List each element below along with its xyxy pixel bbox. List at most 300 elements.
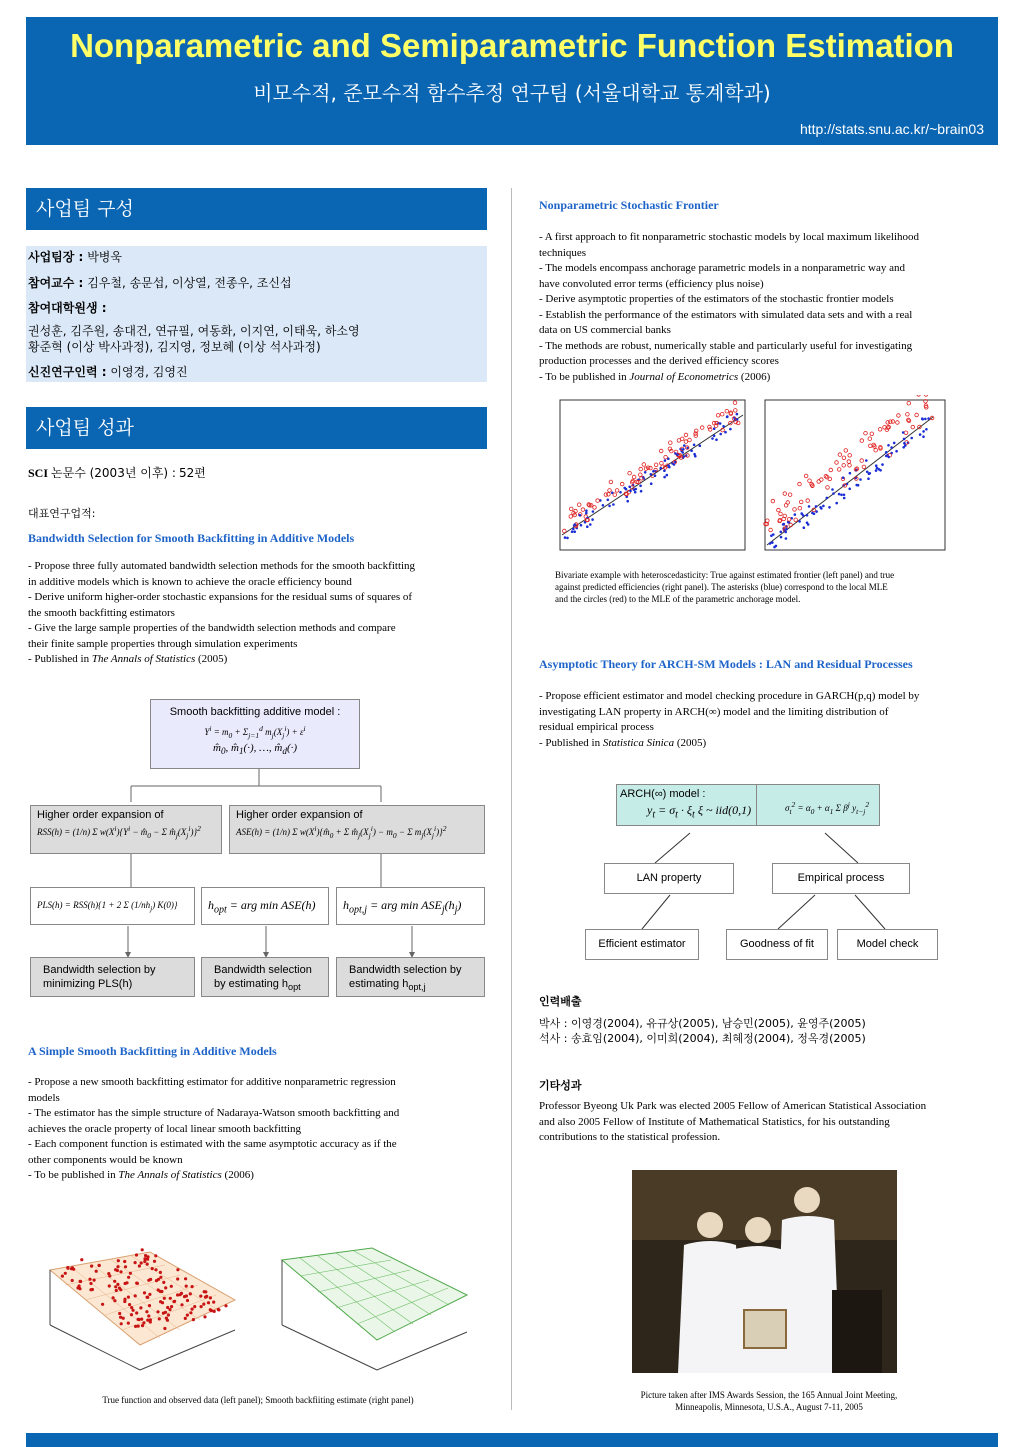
local-mle-point xyxy=(681,451,684,454)
paper2-body: - Propose a new smooth backfitting estimator for additive nonparametric regression models - The estimator has the simple structure of Nadaraya-Watson smooth backfitting and achieves the oracle property of local linear smooth backfitting - Each component function is estimated with the same asymptotic accuracy as if the other components would be known - To be published in The Annals of Statistics (2006) xyxy=(28,1076,400,1181)
observed-data-point xyxy=(115,1289,118,1292)
observed-data-point xyxy=(212,1301,215,1304)
ase-expansion-box: Higher order expansion of ASE(h) = (1/n) Σ $w(X^i)\{m̂_0 + \Sigma$ $m̂_j(X_j^i) - m_0 - \Sigma$ $m_j(X_j^i)\}^2$ xyxy=(229,805,485,854)
paper1-title: Bandwidth Selection for Smooth Backfitting in Additive Models xyxy=(28,531,355,545)
hopt-formula: $h_{opt}$ = arg min ASE(h) xyxy=(208,898,316,916)
local-mle-point xyxy=(803,526,806,529)
observed-data-point xyxy=(124,1265,127,1268)
observed-data-point xyxy=(135,1311,138,1314)
local-mle-point xyxy=(722,425,725,428)
observed-data-point xyxy=(186,1299,189,1302)
observed-data-point xyxy=(176,1268,179,1271)
observed-data-point xyxy=(170,1285,173,1288)
observed-data-point xyxy=(119,1270,122,1273)
local-mle-point xyxy=(828,506,831,509)
observed-data-point xyxy=(71,1279,74,1282)
observed-data-point xyxy=(200,1305,203,1308)
local-mle-point xyxy=(875,464,878,467)
local-mle-point xyxy=(806,514,809,517)
variance-formula: $\sigma_t^2 = \alpha_0 + \alpha_1$ Σ $\beta^j$ $y_{t-j}^2$ xyxy=(785,800,870,816)
local-mle-point xyxy=(663,476,666,479)
observed-data-point xyxy=(134,1325,137,1328)
sci-count: SCI 논문수 (2003년 이후) : 52편 xyxy=(28,466,206,480)
observed-data-point xyxy=(79,1280,82,1283)
local-mle-point xyxy=(676,453,679,456)
local-mle-point xyxy=(589,523,592,526)
observed-data-point xyxy=(140,1261,143,1264)
observed-data-point xyxy=(89,1288,92,1291)
observed-data-point xyxy=(217,1308,220,1311)
paper3-title: Nonparametric Stochastic Frontier xyxy=(539,198,719,212)
observed-data-point xyxy=(153,1260,156,1263)
observed-data-point xyxy=(101,1303,104,1306)
observed-data-point xyxy=(170,1305,173,1308)
website-url[interactable]: http://stats.snu.ac.kr/~brain03 xyxy=(799,121,984,137)
local-mle-point xyxy=(564,536,567,539)
observed-data-point xyxy=(163,1327,166,1330)
local-mle-point xyxy=(921,417,924,420)
bandwidth-hoptj-box: Bandwidth selection by estimating $h_{opt,j}$ xyxy=(336,957,485,997)
local-mle-point xyxy=(602,504,605,507)
local-mle-point xyxy=(785,528,788,531)
local-mle-point xyxy=(832,492,835,495)
local-mle-point xyxy=(771,541,774,544)
observed-data-point xyxy=(143,1291,146,1294)
observed-data-point xyxy=(129,1272,132,1275)
smooth-backfitting-estimate-surface-plot xyxy=(262,1240,482,1380)
footer-bar xyxy=(26,1433,998,1447)
observed-data-point xyxy=(148,1304,151,1307)
local-mle-point xyxy=(838,493,841,496)
local-mle-point xyxy=(919,433,922,436)
observed-data-point xyxy=(89,1282,92,1285)
paper3-body: - A first approach to fit nonparametric stochastic models by local maximum likelihood techniques - The models encompass anchorage parametric models in a nonparametric way and have convoluted error terms (efficiency plus noise) - Derive asymptotic properties of the estimators of the stochastic frontier models - Establish the performance of the estimators with simulated data sets and with a real data on US commercial banks - The methods are robust, numerically stable and particularly useful for investigating production processes and the derived efficiency scores - To be published in Journal of Econometrics (2006) xyxy=(539,231,920,383)
observed-data-point xyxy=(164,1311,167,1314)
observed-data-point xyxy=(159,1271,162,1274)
observed-data-point xyxy=(158,1317,161,1320)
smooth-backfitting-model-box: Smooth backfitting additive model : $Y^i = m_0 + \Sigma_{j=1}^d$ $m_j(X_j^i) + \varepsilon^i$ $m̂_0$, $m̂_1(\cdot)$, …, $m̂_d(\cdot)$ xyxy=(150,699,360,769)
local-mle-point xyxy=(831,488,834,491)
local-mle-point xyxy=(820,507,823,510)
local-mle-point xyxy=(775,545,778,548)
local-mle-point xyxy=(903,442,906,445)
observed-data-point xyxy=(127,1322,130,1325)
observed-data-point xyxy=(169,1297,172,1300)
local-mle-point xyxy=(673,463,676,466)
grads-heading: 인력배출 xyxy=(539,995,582,1008)
arch-formula: $y_t = \sigma_t \cdot \xi_t$ ξ ~ iid(0,1) xyxy=(647,803,752,821)
poster-subtitle: 비모수적, 준모수적 함수추정 연구팀 (서울대학교 통계학과) xyxy=(253,81,771,105)
local-mle-point xyxy=(713,427,716,430)
observed-data-point xyxy=(80,1258,83,1261)
local-mle-point xyxy=(875,469,878,472)
observed-data-point xyxy=(125,1281,128,1284)
observed-data-point xyxy=(163,1297,166,1300)
local-mle-point xyxy=(895,450,898,453)
observed-data-point xyxy=(180,1292,183,1295)
team-heading: 사업팀 구성 xyxy=(26,188,487,230)
observed-data-point xyxy=(66,1266,69,1269)
observed-data-point xyxy=(132,1309,135,1312)
local-mle-point xyxy=(843,497,846,500)
observed-data-point xyxy=(70,1267,73,1270)
local-mle-point xyxy=(785,537,788,540)
observed-data-point xyxy=(168,1308,171,1311)
local-mle-point xyxy=(690,449,693,452)
local-mle-point xyxy=(682,448,685,451)
local-mle-point xyxy=(650,482,653,485)
lan-property-box: LAN property xyxy=(604,863,734,894)
observed-data-point xyxy=(209,1296,212,1299)
hoptj-formula-box xyxy=(336,887,485,925)
new-researchers-row: 신진연구인력 : 이영경, 김영진 xyxy=(28,365,188,379)
observed-data-point xyxy=(136,1282,139,1285)
local-mle-point xyxy=(925,428,928,431)
observed-data-point xyxy=(154,1268,157,1271)
poster-header xyxy=(26,17,998,145)
local-mle-point xyxy=(608,505,611,508)
observed-data-point xyxy=(113,1280,116,1283)
observed-data-point xyxy=(191,1308,194,1311)
local-mle-point xyxy=(798,520,801,523)
observed-data-point xyxy=(180,1303,183,1306)
local-mle-point xyxy=(654,474,657,477)
local-mle-point xyxy=(693,453,696,456)
observed-data-point xyxy=(154,1254,157,1257)
local-mle-point xyxy=(736,413,739,416)
observed-data-point xyxy=(78,1287,81,1290)
local-mle-point xyxy=(663,469,666,472)
local-mle-point xyxy=(644,471,647,474)
rss-expansion-box: Higher order expansion of RSS(h) = (1/n) Σ $w(X^i)\{Y^i$ − $m̂_0 - \Sigma$ $m̂_j(X_j^i)\}^2$ xyxy=(30,805,222,854)
local-mle-point xyxy=(780,536,783,539)
observed-data-point xyxy=(202,1303,205,1306)
observed-data-point xyxy=(134,1294,137,1297)
local-mle-point xyxy=(693,444,696,447)
local-mle-point xyxy=(619,491,622,494)
observed-data-point xyxy=(116,1283,119,1286)
observed-data-point xyxy=(130,1313,133,1316)
observed-data-point xyxy=(90,1265,93,1268)
local-mle-point xyxy=(659,467,662,470)
observed-data-point xyxy=(137,1318,140,1321)
local-mle-point xyxy=(769,542,772,545)
local-mle-point xyxy=(890,446,893,449)
grads-list: 박사 : 이영경(2004), 유규상(2005), 남승민(2005), 윤영주(2005) 석사 : 송효임(2004), 이미희(2004), 최혜정(2004), 정옥경(2005) xyxy=(539,1017,866,1045)
local-mle-point xyxy=(573,523,576,526)
observed-data-point xyxy=(112,1296,115,1299)
paper3-figure-caption: Bivariate example with heteroscedasticity: True against estimated frontier (left panel) and true against predicted efficiencies (right panel). The asterisks (blue) correspond to the local MLE and the circles (red) to the MLE of the parametric anchorage model. xyxy=(555,570,895,604)
observed-data-point xyxy=(203,1315,206,1318)
local-mle-point xyxy=(784,531,787,534)
local-mle-point xyxy=(664,459,667,462)
hopt-formula-box xyxy=(201,887,329,925)
paper2-figure-caption: True function and observed data (left panel); Smooth backfiiting estimate (right panel) xyxy=(102,1395,414,1405)
observed-data-point xyxy=(207,1301,210,1304)
observed-data-point xyxy=(116,1265,119,1268)
students-line2: 황준혁 (이상 박사과정), 김지영, 정보혜 (이상 석사과정) xyxy=(28,340,321,354)
local-mle-point xyxy=(867,477,870,480)
local-mle-point xyxy=(802,514,805,517)
local-mle-point xyxy=(859,478,862,481)
right-efficiency-panel xyxy=(765,400,945,550)
observed-data-point xyxy=(130,1306,133,1309)
observed-data-point xyxy=(184,1317,187,1320)
local-mle-point xyxy=(572,528,575,531)
observed-data-point xyxy=(149,1320,152,1323)
efficient-estimator-box: Efficient estimator xyxy=(585,929,699,960)
local-mle-point xyxy=(580,524,583,527)
local-mle-point xyxy=(865,459,868,462)
observed-data-point xyxy=(127,1296,130,1299)
observed-data-point xyxy=(61,1275,64,1278)
local-mle-point xyxy=(571,530,574,533)
observed-data-point xyxy=(176,1293,179,1296)
observed-data-point xyxy=(151,1267,154,1270)
empirical-process-box: Empirical process xyxy=(772,863,910,894)
parametric-mle-point xyxy=(924,395,928,396)
local-mle-point xyxy=(719,422,722,425)
local-mle-point xyxy=(772,533,775,536)
goodness-of-fit-box: Goodness of fit xyxy=(726,929,828,960)
local-mle-point xyxy=(566,537,569,540)
local-mle-point xyxy=(683,444,686,447)
observed-data-point xyxy=(147,1314,150,1317)
local-mle-point xyxy=(591,518,594,521)
observed-data-point xyxy=(167,1313,170,1316)
observed-data-point xyxy=(118,1312,121,1315)
observed-data-point xyxy=(88,1278,91,1281)
local-mle-point xyxy=(876,467,879,470)
local-mle-point xyxy=(715,438,718,441)
local-mle-point xyxy=(592,510,595,513)
photo-caption: Picture taken after IMS Awards Session, the 165 Annual Joint Meeting, Minneapolis, Minnesota, U.S.A., August 7-11, 2005 xyxy=(640,1390,898,1412)
local-mle-point xyxy=(719,433,722,436)
observed-data-point xyxy=(95,1270,98,1273)
estimator-formula: $m̂_0$, $m̂_1(\cdot)$, …, $m̂_d(\cdot)$ xyxy=(212,741,298,756)
local-mle-point xyxy=(885,451,888,454)
observed-data-point xyxy=(146,1263,149,1266)
local-mle-point xyxy=(924,418,927,421)
observed-data-point xyxy=(122,1317,125,1320)
local-mle-point xyxy=(628,486,631,489)
true-function-surface-plot xyxy=(30,1240,245,1380)
local-mle-point xyxy=(699,444,702,447)
local-mle-point xyxy=(573,530,576,533)
paper1-body: - Propose three fully automated bandwidth selection methods for the smooth backfitting in additive models which is known to achieve the oracle efficiency bound - Derive uniform higher-order stochastic expansions for the residual sums of squares of the smooth backfitting estimators - Give the large sample properties of the bandwidth selection methods and compare their finite sample properties through simulation experiments - Published in The Annals of Statistics (2005) xyxy=(28,560,416,665)
poster-title: Nonparametric and Semiparametric Function Estimation xyxy=(70,27,954,64)
model-check-box: Model check xyxy=(837,929,938,960)
local-mle-point xyxy=(806,521,809,524)
observed-data-point xyxy=(135,1253,138,1256)
observed-data-point xyxy=(114,1285,117,1288)
observed-data-point xyxy=(172,1300,175,1303)
local-mle-point xyxy=(927,417,930,420)
observed-data-point xyxy=(159,1290,162,1293)
observed-data-point xyxy=(98,1264,101,1267)
local-mle-point xyxy=(887,444,890,447)
observed-data-point xyxy=(159,1276,162,1279)
pls-formula-box xyxy=(30,887,195,925)
observed-data-point xyxy=(148,1293,151,1296)
professors-row: 참여교수 : 김우철, 송문섭, 이상열, 전종우, 조신섭 xyxy=(28,276,292,290)
observed-data-point xyxy=(140,1318,143,1321)
observed-data-point xyxy=(127,1276,130,1279)
local-mle-point xyxy=(652,470,655,473)
local-mle-point xyxy=(910,437,913,440)
local-mle-point xyxy=(634,491,637,494)
observed-data-point xyxy=(134,1261,137,1264)
observed-data-point xyxy=(143,1260,146,1263)
arch-variance-box xyxy=(757,784,880,826)
observed-data-point xyxy=(113,1299,116,1302)
observed-data-point xyxy=(145,1310,148,1313)
observed-data-point xyxy=(191,1285,194,1288)
observed-data-point xyxy=(189,1311,192,1314)
other-heading: 기타성과 xyxy=(539,1079,582,1092)
local-mle-point xyxy=(713,435,716,438)
observed-data-point xyxy=(64,1272,67,1275)
observed-data-point xyxy=(146,1296,149,1299)
local-mle-point xyxy=(666,474,669,477)
observed-data-point xyxy=(107,1272,110,1275)
rss-formula: RSS(h) = (1/n) Σ $w(X^i)\{Y^i$ − $m̂_0 - \Sigma$ $m̂_j(X_j^i)\}^2$ xyxy=(37,824,201,840)
pls-formula: PLS(h) = RSS(h){1 + 2 Σ $(1/nh_j)$ K(0)} xyxy=(37,900,178,913)
local-mle-point xyxy=(626,500,629,503)
observed-data-point xyxy=(185,1285,188,1288)
students-line1: 권성훈, 김주원, 송대건, 연규필, 여동화, 이지연, 이태욱, 하소영 xyxy=(28,324,360,338)
local-mle-point xyxy=(639,485,642,488)
observed-data-point xyxy=(192,1318,195,1321)
local-mle-point xyxy=(808,505,811,508)
local-mle-point xyxy=(585,509,588,512)
local-mle-point xyxy=(893,442,896,445)
local-mle-point xyxy=(586,525,589,528)
observed-data-point xyxy=(141,1324,144,1327)
observed-data-point xyxy=(139,1306,142,1309)
observed-data-point xyxy=(119,1288,122,1291)
observed-data-point xyxy=(176,1277,179,1280)
parametric-mle-point xyxy=(917,395,921,396)
results-heading: 사업팀 성과 xyxy=(26,407,487,449)
awards-photo xyxy=(632,1170,897,1373)
local-mle-point xyxy=(922,435,925,438)
local-mle-point xyxy=(607,499,610,502)
leader-row: 사업팀장 : 박병욱 xyxy=(28,250,122,264)
observed-data-point xyxy=(209,1308,212,1311)
team-box xyxy=(26,246,487,382)
observed-data-point xyxy=(186,1314,189,1317)
column-divider xyxy=(511,188,512,1410)
observed-data-point xyxy=(166,1319,169,1322)
local-mle-point xyxy=(612,503,615,506)
observed-data-point xyxy=(108,1284,111,1287)
local-mle-point xyxy=(842,477,845,480)
local-mle-point xyxy=(826,497,829,500)
observed-data-point xyxy=(159,1300,162,1303)
observed-data-point xyxy=(141,1248,144,1251)
paper4-title: Asymptotic Theory for ARCH-SM Models : LAN and Residual Processes xyxy=(539,657,913,671)
observed-data-point xyxy=(189,1292,192,1295)
local-mle-point xyxy=(782,523,785,526)
ase-formula: ASE(h) = (1/n) Σ $w(X^i)\{m̂_0 + \Sigma$ $m̂_j(X_j^i) - m_0 - \Sigma$ $m_j(X_j^i)\}^2$ xyxy=(236,824,447,840)
local-mle-point xyxy=(794,513,797,516)
local-mle-point xyxy=(881,463,884,466)
local-mle-point xyxy=(579,514,582,517)
local-mle-point xyxy=(888,456,891,459)
observed-data-point xyxy=(116,1269,119,1272)
observed-data-point xyxy=(213,1310,216,1313)
observed-data-point xyxy=(138,1264,141,1267)
paper2-title: A Simple Smooth Backfitting in Additive Models xyxy=(28,1044,277,1058)
frontier-scatter-plots xyxy=(540,395,950,565)
local-mle-point xyxy=(902,431,905,434)
other-body: Professor Byeong Uk Park was elected 2005 Fellow of American Statistical Association and also 2005 Fellow of Institute of Mathematical Statistics, for his outstanding contributions to the statistical profession. xyxy=(539,1100,927,1143)
bandwidth-pls-box: Bandwidth selection by minimizing PLS(h) xyxy=(30,957,195,997)
observed-data-point xyxy=(120,1322,123,1325)
local-mle-point xyxy=(879,469,882,472)
observed-data-point xyxy=(162,1281,165,1284)
local-mle-point xyxy=(840,494,843,497)
local-mle-point xyxy=(724,431,727,434)
hoptj-formula: $h_{opt,j}$ = arg $\min ASE_j(h_j)$ xyxy=(343,898,462,916)
observed-data-point xyxy=(123,1260,126,1263)
local-mle-point xyxy=(726,416,729,419)
local-mle-point xyxy=(640,490,643,493)
observed-data-point xyxy=(164,1286,167,1289)
local-mle-point xyxy=(885,455,888,458)
observed-data-point xyxy=(224,1304,227,1307)
local-mle-point xyxy=(815,510,818,513)
observed-data-point xyxy=(204,1290,207,1293)
local-mle-point xyxy=(625,488,628,491)
local-mle-point xyxy=(922,430,925,433)
local-mle-point xyxy=(711,437,714,440)
local-mle-point xyxy=(849,472,852,475)
rep-label: 대표연구업적: xyxy=(28,507,96,520)
observed-data-point xyxy=(147,1279,150,1282)
paper4-body: - Propose efficient estimator and model checking procedure in GARCH(p,q) model by investigating LAN property in ARCH(∞) model and the limiting distribution of residual empirical process - Published in Statistica Sinica (2005) xyxy=(539,690,920,749)
observed-data-point xyxy=(193,1305,196,1308)
local-mle-point xyxy=(780,531,783,534)
observed-data-point xyxy=(183,1295,186,1298)
local-mle-point xyxy=(585,512,588,515)
students-label: 참여대학원생 : xyxy=(28,301,107,315)
observed-data-point xyxy=(184,1277,187,1280)
local-mle-point xyxy=(815,505,818,508)
observed-data-point xyxy=(156,1310,159,1313)
local-mle-point xyxy=(729,428,732,431)
observed-data-point xyxy=(117,1259,120,1262)
bandwidth-hopt-box: Bandwidth selection by estimating $h_{opt}$ xyxy=(201,957,329,997)
observed-data-point xyxy=(142,1321,145,1324)
local-mle-point xyxy=(822,505,825,508)
observed-data-point xyxy=(205,1295,208,1298)
arch-model-box: ARCH(∞) model : $y_t = \sigma_t \cdot \xi_t$ ξ ~ iid(0,1) xyxy=(616,784,757,826)
local-mle-point xyxy=(835,502,838,505)
local-mle-point xyxy=(903,438,906,441)
local-mle-point xyxy=(843,494,846,497)
local-mle-point xyxy=(902,446,905,449)
local-mle-point xyxy=(633,489,636,492)
observed-data-point xyxy=(199,1295,202,1298)
local-mle-point xyxy=(856,484,859,487)
local-mle-point xyxy=(650,473,653,476)
local-mle-point xyxy=(848,488,851,491)
observed-data-point xyxy=(155,1279,158,1282)
local-mle-point xyxy=(667,464,670,467)
model-formula: $Y^i = m_0 + \Sigma_{j=1}^d$ $m_j(X_j^i) + \varepsilon^i$ xyxy=(204,724,306,740)
